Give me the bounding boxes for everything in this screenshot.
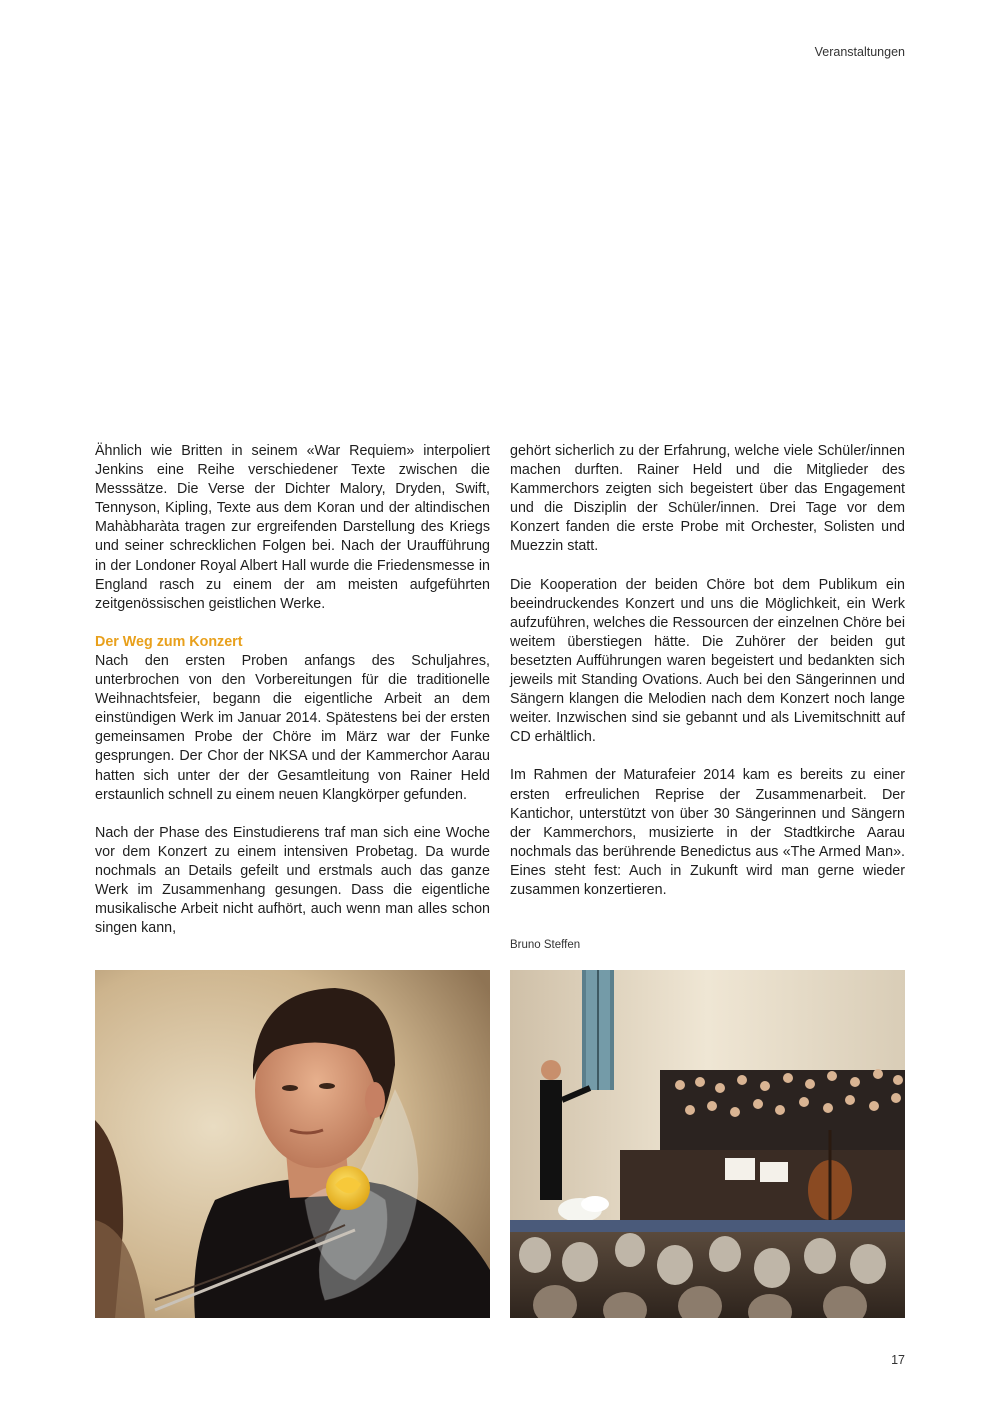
author-credit: Bruno Steffen bbox=[510, 939, 581, 952]
photo-concert-image bbox=[510, 970, 905, 1318]
photo-conductor-image bbox=[95, 970, 490, 1318]
paragraph: Nach den ersten Proben anfangs des Schuljahres, unterbrochen von den Vorbereitungen für die traditionelle Weihnachtsfeier, begann die eigentliche Arbeit an dem einstündigen Werk im Januar 2014. Spätestens bei der ersten gemeinsamen Probe der Chöre im März war der Funke gesprungen. Der Chor der NKSA und der Kammerchor Aarau hatten sich unter der der Gesamtleitung von Rainer Held erstaunlich schnell zu einem neuen Klangkörper gefunden. bbox=[95, 652, 490, 803]
paragraph: Im Rahmen der Maturafeier 2014 kam es bereits zu einer ersten erfreulichen Reprise der Zusammenarbeit. Der Kantichor, unterstützt von über 30 Sängerinnen und Sängern der Kammerchors, musizierte in der Stadtkirche Aarau nochmals das berührende Benedictus aus «The Armed Man». Eines steht fest: Auch in Zukunft wird man gerne wieder zusammen konzertieren. bbox=[510, 767, 905, 898]
article-column-left bbox=[95, 442, 490, 938]
photo-concert bbox=[510, 970, 905, 1318]
article-column-right bbox=[510, 442, 905, 955]
section-heading: Der Weg zum Konzert bbox=[95, 633, 243, 650]
photo-conductor bbox=[95, 970, 490, 1318]
paragraph: gehört sicherlich zu der Erfahrung, welche viele Schüler/innen machen durften. Rainer Held und die Mitglieder des Kammerchors zeigten sich begeistert über das Engagement und die Disziplin der Schüler/innen. Drei Tage vor dem Konzert fanden die erste Probe mit Orchester, Solisten und Muezzin statt. bbox=[510, 443, 905, 555]
page-number: 17 bbox=[891, 1353, 905, 1367]
paragraph: Die Kooperation der beiden Chöre bot dem Publikum ein beeindruckendes Konzert und uns die Möglichkeit, ein Werk aufzuführen, welches die Ressourcen der einzelnen Chöre bei weitem überstiegen hätte. Die Zuhörer der beiden gut besetzten Aufführungen waren begeistert und bedankten sich jeweils mit Standing Ovations. Auch bei den Sängerinnen und Sängern klangen die Melodien nach dem Konzert noch lange weiter. Inzwischen sind sie gebannt und als Livemitschnitt auf CD erhältlich. bbox=[510, 576, 905, 746]
paragraph: Ähnlich wie Britten in seinem «War Requiem» interpoliert Jenkins eine Reihe verschiedener Texte zwischen die Messsätze. Die Verse der Dichter Malory, Dryden, Swift, Tennyson, Kipling, Texte aus dem Koran und der altindischen Mahàbharàta tragen zur ergreifenden Darstellung des Kriegs und seiner schrecklichen Folgen bei. Nach der Uraufführung in der Londoner Royal Albert Hall wurde die Friedensmesse in England rasch zu einem der am meisten aufgeführten zeitgenössischen geistlichen Werke. bbox=[95, 443, 490, 612]
paragraph: Nach der Phase des Einstudierens traf man sich eine Woche vor dem Konzert zu einem intensiven Probetag. Da wurde nochmals an Details gefeilt und erstmals auch das ganze Werk im Zusammenhang gesungen. Dass die eigentliche musikalische Arbeit nicht aufhört, auch wenn man alles schon singen kann, bbox=[95, 824, 490, 937]
section-header: Veranstaltungen bbox=[814, 45, 905, 59]
